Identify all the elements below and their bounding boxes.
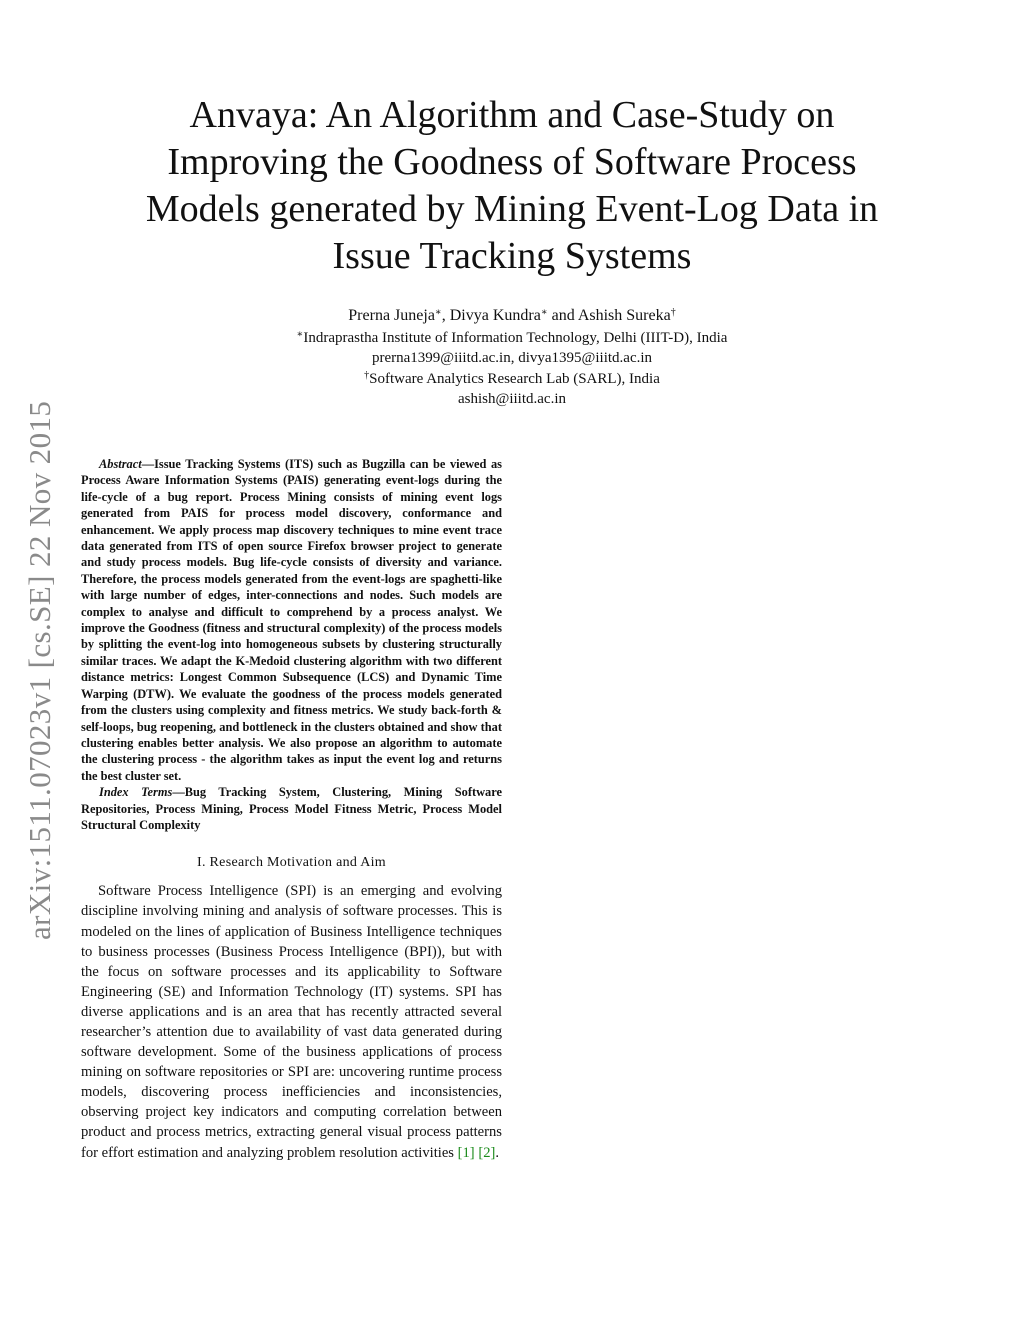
body-text: Software Process Intelligence (SPI) is an emerging and evolving discipline involving mining and analysis of software processes. This is modeled on the lines of application of Business Intelligence techniques to business processes (Business Process Intelligence (BPI)), but with the focus on software processes and its applicability to Software Engineering (SE) and Information Technology (IT) systems. SPI has diverse applications and is an area that has recently attracted several researcher’s attention due to availability of vast data generated during software development. Some of the business applications of process mining on software repositories or SPI are: uncovering runtime process models, discovering process inefficiencies and inconsistencies, observing project key indicators and computing correlation between product and process metrics, extracting general visual process patterns for effort estimation and analyzing problem resolution activities: [81, 883, 502, 1161]
affiliation-mark: ∗: [296, 328, 304, 340]
title-line: Models generated by Mining Event-Log Data in: [145, 188, 879, 230]
affiliation-2: [150, 369, 874, 390]
affiliation-mark: ∗: [540, 307, 548, 318]
section-heading: I. Research Motivation and Aim: [196, 855, 387, 871]
section-body: [81, 881, 502, 1162]
citation-link[interactable]: [1]: [457, 1144, 475, 1161]
index-terms: [81, 784, 502, 833]
abstract-text: —Issue Tracking Systems (ITS) such as Bugzilla can be viewed as Process Aware Information Systems (PAIS) generating event-logs during the life-cycle of a bug report. Process Mining consists of mining event logs generated from PAIS for process model discovery, conformance and enhancement. We apply process map discovery techniques to mine event trace data generated from ITS of open source Firefox browser project to generate and study process models. Bug life-cycle consists of diversity and variance. Therefore, the process models generated from the event-logs are spaghetti-like with large number of edges, inter-connections and nodes. Such models are complex to analyse and difficult to comprehend by a process analyst. We improve the Goodness (fitness and structural complexity) of the process models by splitting the event-log into homogeneous subsets by clustering structurally similar traces. We adapt the K-Medoid clustering algorithm with two different distance metrics: Longest Common Subsequence (LCS) and Dynamic Time Warping (DTW). We evaluate the goodness of the process models generated from the clusters using complexity and fitness metrics. We study back-forth & self-loops, bug reopening, and bottleneck in the clusters obtained and show that clustering enables better analysis. We also propose an algorithm to automate the clustering process - the algorithm takes as input the event log and returns the best cluster set.: [81, 457, 502, 783]
author-names: [150, 306, 874, 327]
affiliation-mark: ∗: [434, 307, 442, 318]
author-emails-1: prerna1399@iiitd.ac.in, divya1395@iiitd.ac.in: [371, 350, 653, 366]
affiliation-1: [150, 328, 874, 349]
abstract-paragraph: [81, 456, 502, 784]
paper-title: [100, 92, 924, 280]
body-paragraph: Software Process Intelligence (SPI) is an emerging and evolving discipline involving mining and analysis of software processes. This is modeled on the lines of application of Business Intelligence techniques to business processes (Business Process Intelligence (BPI)), but with the focus on software processes and its applicability to Software Engineering (SE) and Information Technology (IT) systems. SPI has diverse applications and is an area that has recently attracted several researcher’s attention due to availability of vast data generated during software development. Some of the business applications of process mining on software repositories or SPI are: uncovering runtime process models, discovering process inefficiencies and inconsistencies, observing project key indicators and computing correlation between product and process metrics, extracting general visual process patterns for effort estimation and analyzing problem resolution activities [1] [2].: [81, 883, 502, 1161]
left-column: [81, 456, 502, 1163]
abstract-label: Abstract: [99, 457, 142, 471]
title-line: Improving the Goodness of Software Process: [167, 141, 857, 183]
author-name: Prerna Juneja: [348, 307, 435, 324]
author-emails-2: ashish@iiitd.ac.in: [458, 391, 566, 407]
index-terms-label: Index Terms: [99, 785, 173, 800]
title-line: Issue Tracking Systems: [332, 235, 692, 277]
author-name: , Divya Kundra: [441, 307, 541, 324]
index-terms-text: —Bug Tracking System, Clustering, Mining Software Repositories, Process Mining, Process Model Fitness Metric, Process Model Structural Complexity: [81, 785, 502, 832]
affiliation-text: Indraprastha Institute of Information Technology, Delhi (IIIT-D), India: [303, 329, 728, 346]
abstract: [81, 456, 502, 833]
author-name: and Ashish Sureka: [547, 307, 671, 324]
affiliation-mark: †: [670, 307, 676, 318]
arxiv-identifier: arXiv:1511.07023v1 [cs.SE] 22 Nov 2015: [22, 400, 57, 940]
title-line: Anvaya: An Algorithm and Case-Study on: [189, 94, 835, 136]
author-block: [150, 306, 874, 410]
affiliation-mark: †: [364, 369, 370, 381]
citation-link[interactable]: [2]: [478, 1144, 496, 1161]
affiliation-text: Software Analytics Research Lab (SARL), India: [369, 370, 660, 387]
